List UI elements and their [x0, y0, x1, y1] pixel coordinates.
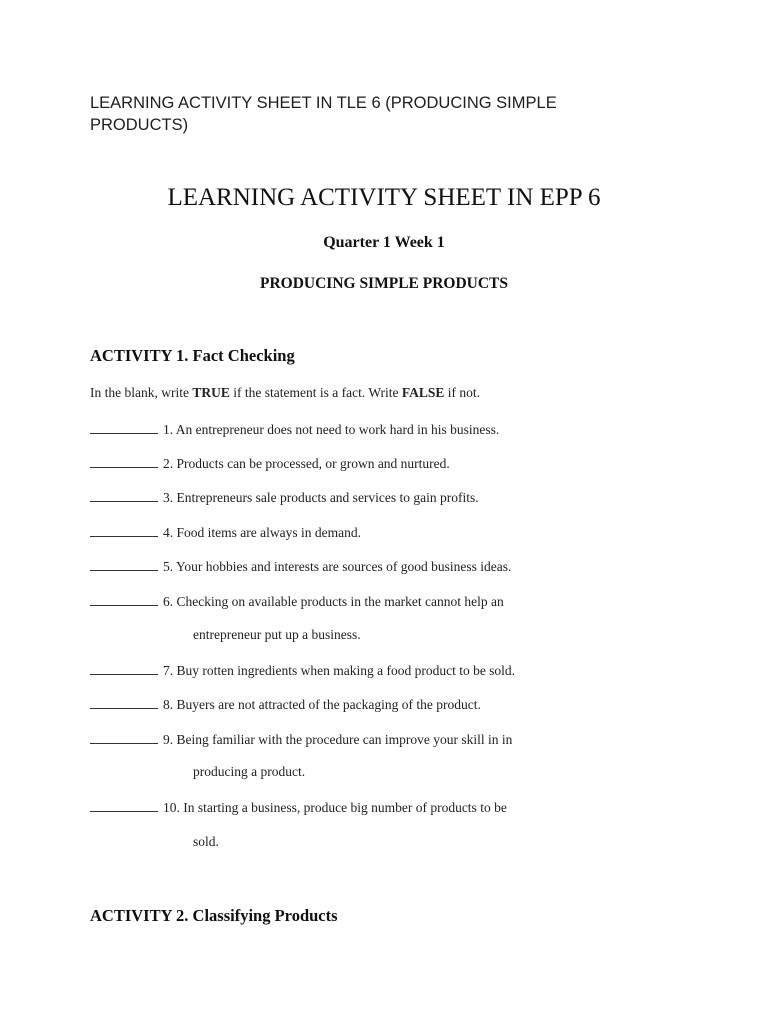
- answer-blank-3[interactable]: [90, 488, 158, 502]
- main-heading: LEARNING ACTIVITY SHEET IN EPP 6: [167, 184, 601, 211]
- activity-2-title: ACTIVITY 2. Classifying Products: [90, 906, 338, 925]
- answer-blank-10[interactable]: [90, 798, 158, 812]
- fact-item-6-text: 6. Checking on available products in the market cannot help an: [163, 594, 504, 609]
- fact-item-7: [90, 661, 515, 679]
- fact-item-10-continuation: sold.: [193, 834, 219, 849]
- fact-item-3-text: 3. Entrepreneurs sale products and services to gain profits.: [163, 490, 479, 505]
- fact-item-7-text: 7. Buy rotten ingredients when making a food product to be sold.: [163, 663, 516, 678]
- instructions-true-word: TRUE: [192, 385, 230, 400]
- fact-item-9: [90, 730, 512, 748]
- fact-item-1-text: 1. An entrepreneur does not need to work hard in his business.: [163, 422, 500, 437]
- fact-item-1: [90, 420, 499, 438]
- answer-blank-6[interactable]: [90, 592, 158, 606]
- subject-heading: PRODUCING SIMPLE PRODUCTS: [259, 275, 508, 292]
- fact-item-5-text: 5. Your hobbies and interests are sources of good business ideas.: [163, 559, 512, 574]
- fact-item-3: [90, 488, 479, 506]
- quarter-week-label: Quarter 1 Week 1: [323, 234, 445, 251]
- activity-1-instructions: [90, 385, 480, 401]
- answer-blank-7[interactable]: [90, 661, 158, 675]
- instructions-part-3: if not.: [444, 385, 481, 400]
- answer-blank-8[interactable]: [90, 695, 158, 709]
- fact-item-6: [90, 592, 504, 610]
- activity-1-title: ACTIVITY 1. Fact Checking: [90, 346, 295, 365]
- fact-item-4-text: 4. Food items are always in demand.: [163, 525, 361, 540]
- answer-blank-9[interactable]: [90, 730, 158, 744]
- fact-item-2-text: 2. Products can be processed, or grown and nurtured.: [163, 456, 450, 471]
- fact-item-10-text: 10. In starting a business, produce big number of products to be: [163, 800, 507, 815]
- answer-blank-1[interactable]: [90, 420, 158, 434]
- fact-item-6-continuation: entrepreneur put up a business.: [193, 627, 361, 642]
- fact-item-9-text: 9. Being familiar with the procedure can improve your skill in in: [163, 732, 513, 747]
- answer-blank-5[interactable]: [90, 557, 158, 571]
- fact-item-2: [90, 454, 450, 472]
- document-title: LEARNING ACTIVITY SHEET IN TLE 6 (PRODUCING SIMPLE PRODUCTS): [90, 94, 557, 134]
- fact-item-8-text: 8. Buyers are not attracted of the packaging of the product.: [163, 697, 481, 712]
- fact-item-5: [90, 557, 511, 575]
- instructions-false-word: FALSE: [401, 385, 445, 400]
- instructions-part-2: if the statement is a fact. Write: [229, 385, 402, 400]
- instructions-part-1: In the blank, write: [90, 385, 193, 400]
- fact-item-8: [90, 695, 481, 713]
- answer-blank-4[interactable]: [90, 523, 158, 537]
- fact-item-10: [90, 798, 507, 816]
- fact-item-9-continuation: producing a product.: [193, 764, 306, 779]
- fact-item-4: [90, 523, 361, 541]
- answer-blank-2[interactable]: [90, 454, 158, 468]
